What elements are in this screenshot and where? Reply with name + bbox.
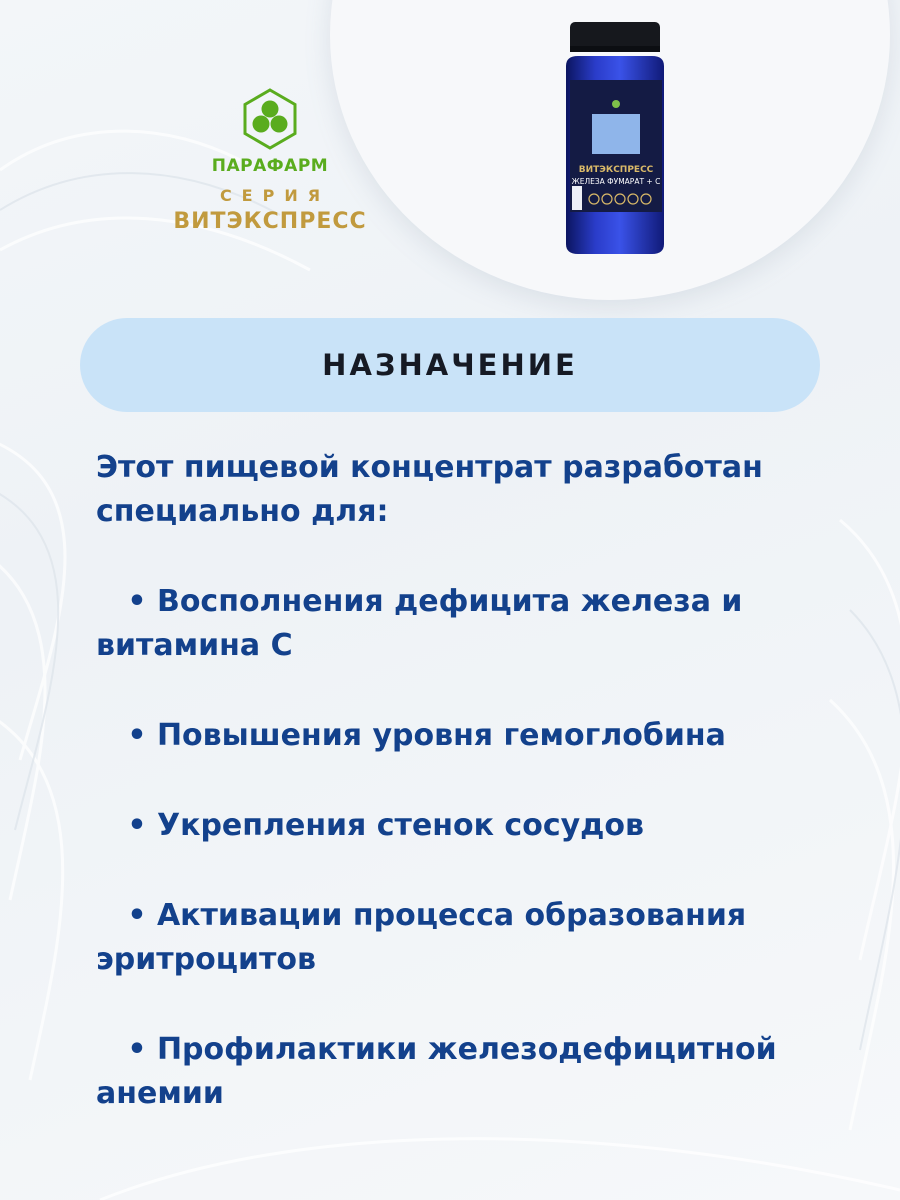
list-item-text: • Повышения уровня гемоглобина xyxy=(96,718,726,753)
series-label: СЕРИЯ xyxy=(219,186,331,205)
brand-logo xyxy=(160,88,380,234)
list-item-text: • Укрепления стенок сосудов xyxy=(96,808,644,843)
list-item-text: • Восполнения дефицита железа и витамина С xyxy=(96,584,742,663)
list-item xyxy=(96,1028,866,1116)
series-name: ВИТЭКСПРЕСС xyxy=(173,209,367,234)
bottle-label-line2: ЖЕЛЕЗА ФУМАРАТ + С xyxy=(571,177,661,186)
bottle-label-line1: ВИТЭКСПРЕСС xyxy=(578,165,654,175)
section-heading-pill xyxy=(80,318,820,412)
purpose-list xyxy=(96,580,866,1116)
list-item-text: • Активации процесса образования эритроцитов xyxy=(96,898,746,977)
list-item xyxy=(96,894,866,982)
list-item xyxy=(96,804,866,848)
purpose-content xyxy=(96,446,866,1116)
product-bottle-image xyxy=(552,18,672,258)
trefoil-hexagon-icon xyxy=(239,88,301,150)
list-item-text: • Профилактики железодефицитной анемии xyxy=(96,1032,777,1111)
intro-text: Этот пищевой концентрат разработан специально для: xyxy=(96,450,763,529)
brand-name: ПАРАФАРМ xyxy=(211,156,329,176)
list-item xyxy=(96,714,866,758)
section-heading: НАЗНАЧЕНИЕ xyxy=(322,348,578,382)
list-item xyxy=(96,580,866,668)
